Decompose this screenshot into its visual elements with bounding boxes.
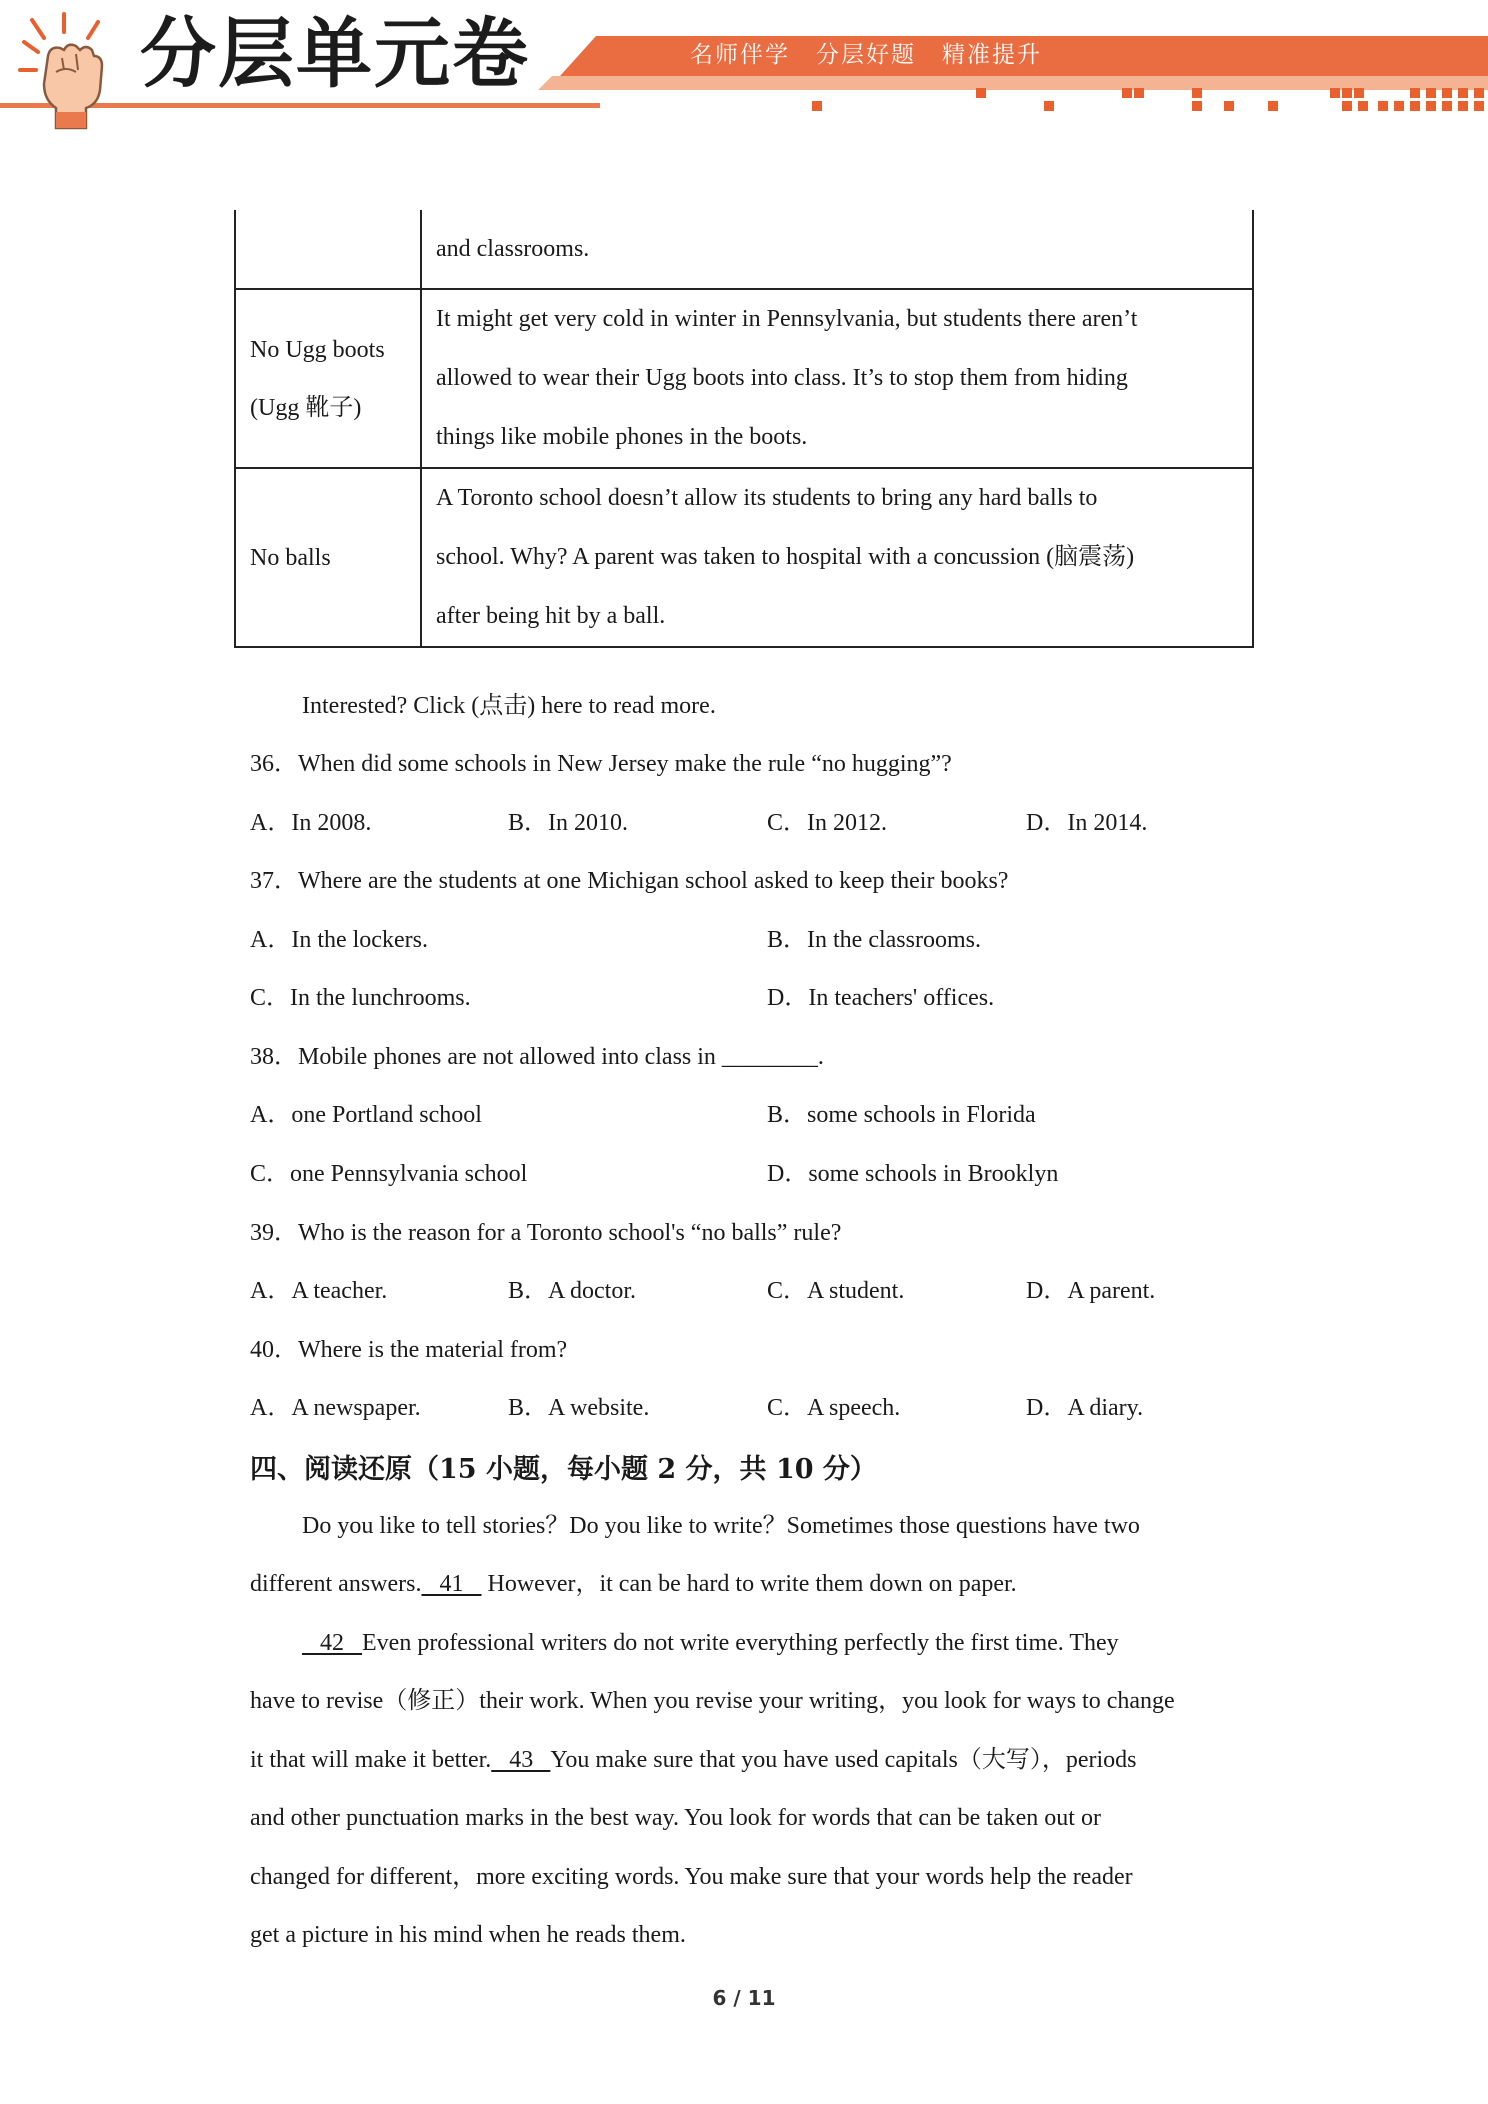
passage-text: Even professional writers do not write everything perfectly the first time. They: [362, 1630, 1119, 1656]
answer-option: C．In 2012.: [767, 810, 887, 836]
answer-option: B．In 2010.: [508, 810, 628, 836]
blank-42: 42: [302, 1630, 362, 1656]
passage-text: You make sure that you have used capitals（大写），periods: [550, 1747, 1137, 1773]
answer-option: D．A parent.: [1026, 1278, 1156, 1304]
rule-description-cell: [421, 468, 1253, 647]
table-row: [235, 468, 1253, 647]
answer-option: A．A teacher.: [250, 1278, 388, 1304]
question-stem: 40．Where is the material from?: [250, 1337, 568, 1363]
answer-option: D．A diary.: [1026, 1395, 1144, 1421]
description-line: school. Why? A parent was taken to hospital with a concussion (脑震荡): [436, 544, 1135, 570]
rule-cell: [235, 210, 421, 289]
rule-name-line: No balls: [250, 544, 331, 571]
answer-option: D．In teachers' offices.: [767, 985, 995, 1011]
rule-name-line: (Ugg 靴子): [250, 394, 362, 421]
answer-option: A．In the lockers.: [250, 927, 428, 953]
page-number: 6 / 11: [712, 1986, 776, 2010]
slogan-item: 分层好题: [816, 42, 916, 68]
description-line: It might get very cold in winter in Pennsylvania, but students there aren’t: [436, 306, 1138, 332]
passage-line: Do you like to tell stories？Do you like to write？Sometimes those questions have two: [302, 1513, 1140, 1539]
description-line: allowed to wear their Ugg boots into class. It’s to stop them from hiding: [436, 365, 1128, 391]
answer-option: B．In the classrooms.: [767, 927, 981, 953]
passage-text: different answers.: [250, 1571, 422, 1597]
answer-option: A．In 2008.: [250, 810, 372, 836]
table-row: [235, 289, 1253, 468]
rule-cell: [235, 468, 421, 647]
rule-description-cell: [421, 210, 1253, 289]
header-slogan: [690, 38, 1068, 72]
answer-option: B．A website.: [508, 1395, 650, 1421]
blank-41: 41: [421, 1571, 482, 1597]
question-stem: 38．Mobile phones are not allowed into class in ________.: [250, 1044, 824, 1070]
rule-name-line: No Ugg boots: [250, 336, 385, 363]
answer-option: D．some schools in Brooklyn: [767, 1161, 1059, 1187]
description-line: things like mobile phones in the boots.: [436, 424, 808, 450]
question-stem: 36．When did some schools in New Jersey make the rule “no hugging”?: [250, 751, 952, 777]
answer-option: A．A newspaper.: [250, 1395, 421, 1421]
school-rules-table: [234, 210, 1254, 648]
raised-fist-icon: [14, 12, 124, 132]
passage-line: [250, 1745, 1137, 1775]
passage-text: it that will make it better.: [250, 1747, 492, 1773]
passage-line: [250, 1569, 1017, 1599]
passage-text: However，it can be hard to write them down on paper.: [481, 1571, 1017, 1597]
passage-line: and other punctuation marks in the best way. You look for words that can be taken out or: [250, 1805, 1101, 1831]
answer-option: A．one Portland school: [250, 1102, 482, 1128]
answer-option: B．some schools in Florida: [767, 1102, 1036, 1128]
answer-option: D．In 2014.: [1026, 810, 1148, 836]
passage-line: have to revise（修正）their work. When you revise your writing，you look for ways to change: [250, 1688, 1175, 1714]
slogan-item: 精准提升: [942, 42, 1042, 68]
slogan-item: 名师伴学: [690, 42, 790, 68]
blank-43: 43: [491, 1747, 551, 1773]
answer-option: B．A doctor.: [508, 1278, 637, 1304]
section-heading: 四、阅读还原（15 小题，每小题 2 分，共 10 分）: [250, 1454, 877, 1485]
answer-option: C．A student.: [767, 1278, 905, 1304]
description-line: A Toronto school doesn’t allow its students to bring any hard balls to: [436, 485, 1098, 511]
passage-line: [302, 1628, 1119, 1658]
rule-description-cell: [421, 289, 1253, 468]
description-line: and classrooms.: [436, 235, 590, 262]
passage-line: changed for different，more exciting words. You make sure that your words help the reader: [250, 1864, 1133, 1890]
answer-option: C．In the lunchrooms.: [250, 985, 471, 1011]
answer-option: C．one Pennsylvania school: [250, 1161, 528, 1187]
read-more-link-text: Interested? Click (点击) here to read more.: [302, 693, 716, 719]
question-stem: 37．Where are the students at one Michigan school asked to keep their books?: [250, 868, 1009, 894]
description-line: after being hit by a ball.: [436, 603, 666, 629]
question-stem: 39．Who is the reason for a Toronto school's “no balls” rule?: [250, 1220, 842, 1246]
rule-cell: [235, 289, 421, 468]
answer-option: C．A speech.: [767, 1395, 901, 1421]
brand-title: 分层单元卷: [140, 9, 530, 98]
table-row: [235, 210, 1253, 289]
page-header: [0, 0, 1488, 130]
passage-line: get a picture in his mind when he reads them.: [250, 1922, 686, 1948]
